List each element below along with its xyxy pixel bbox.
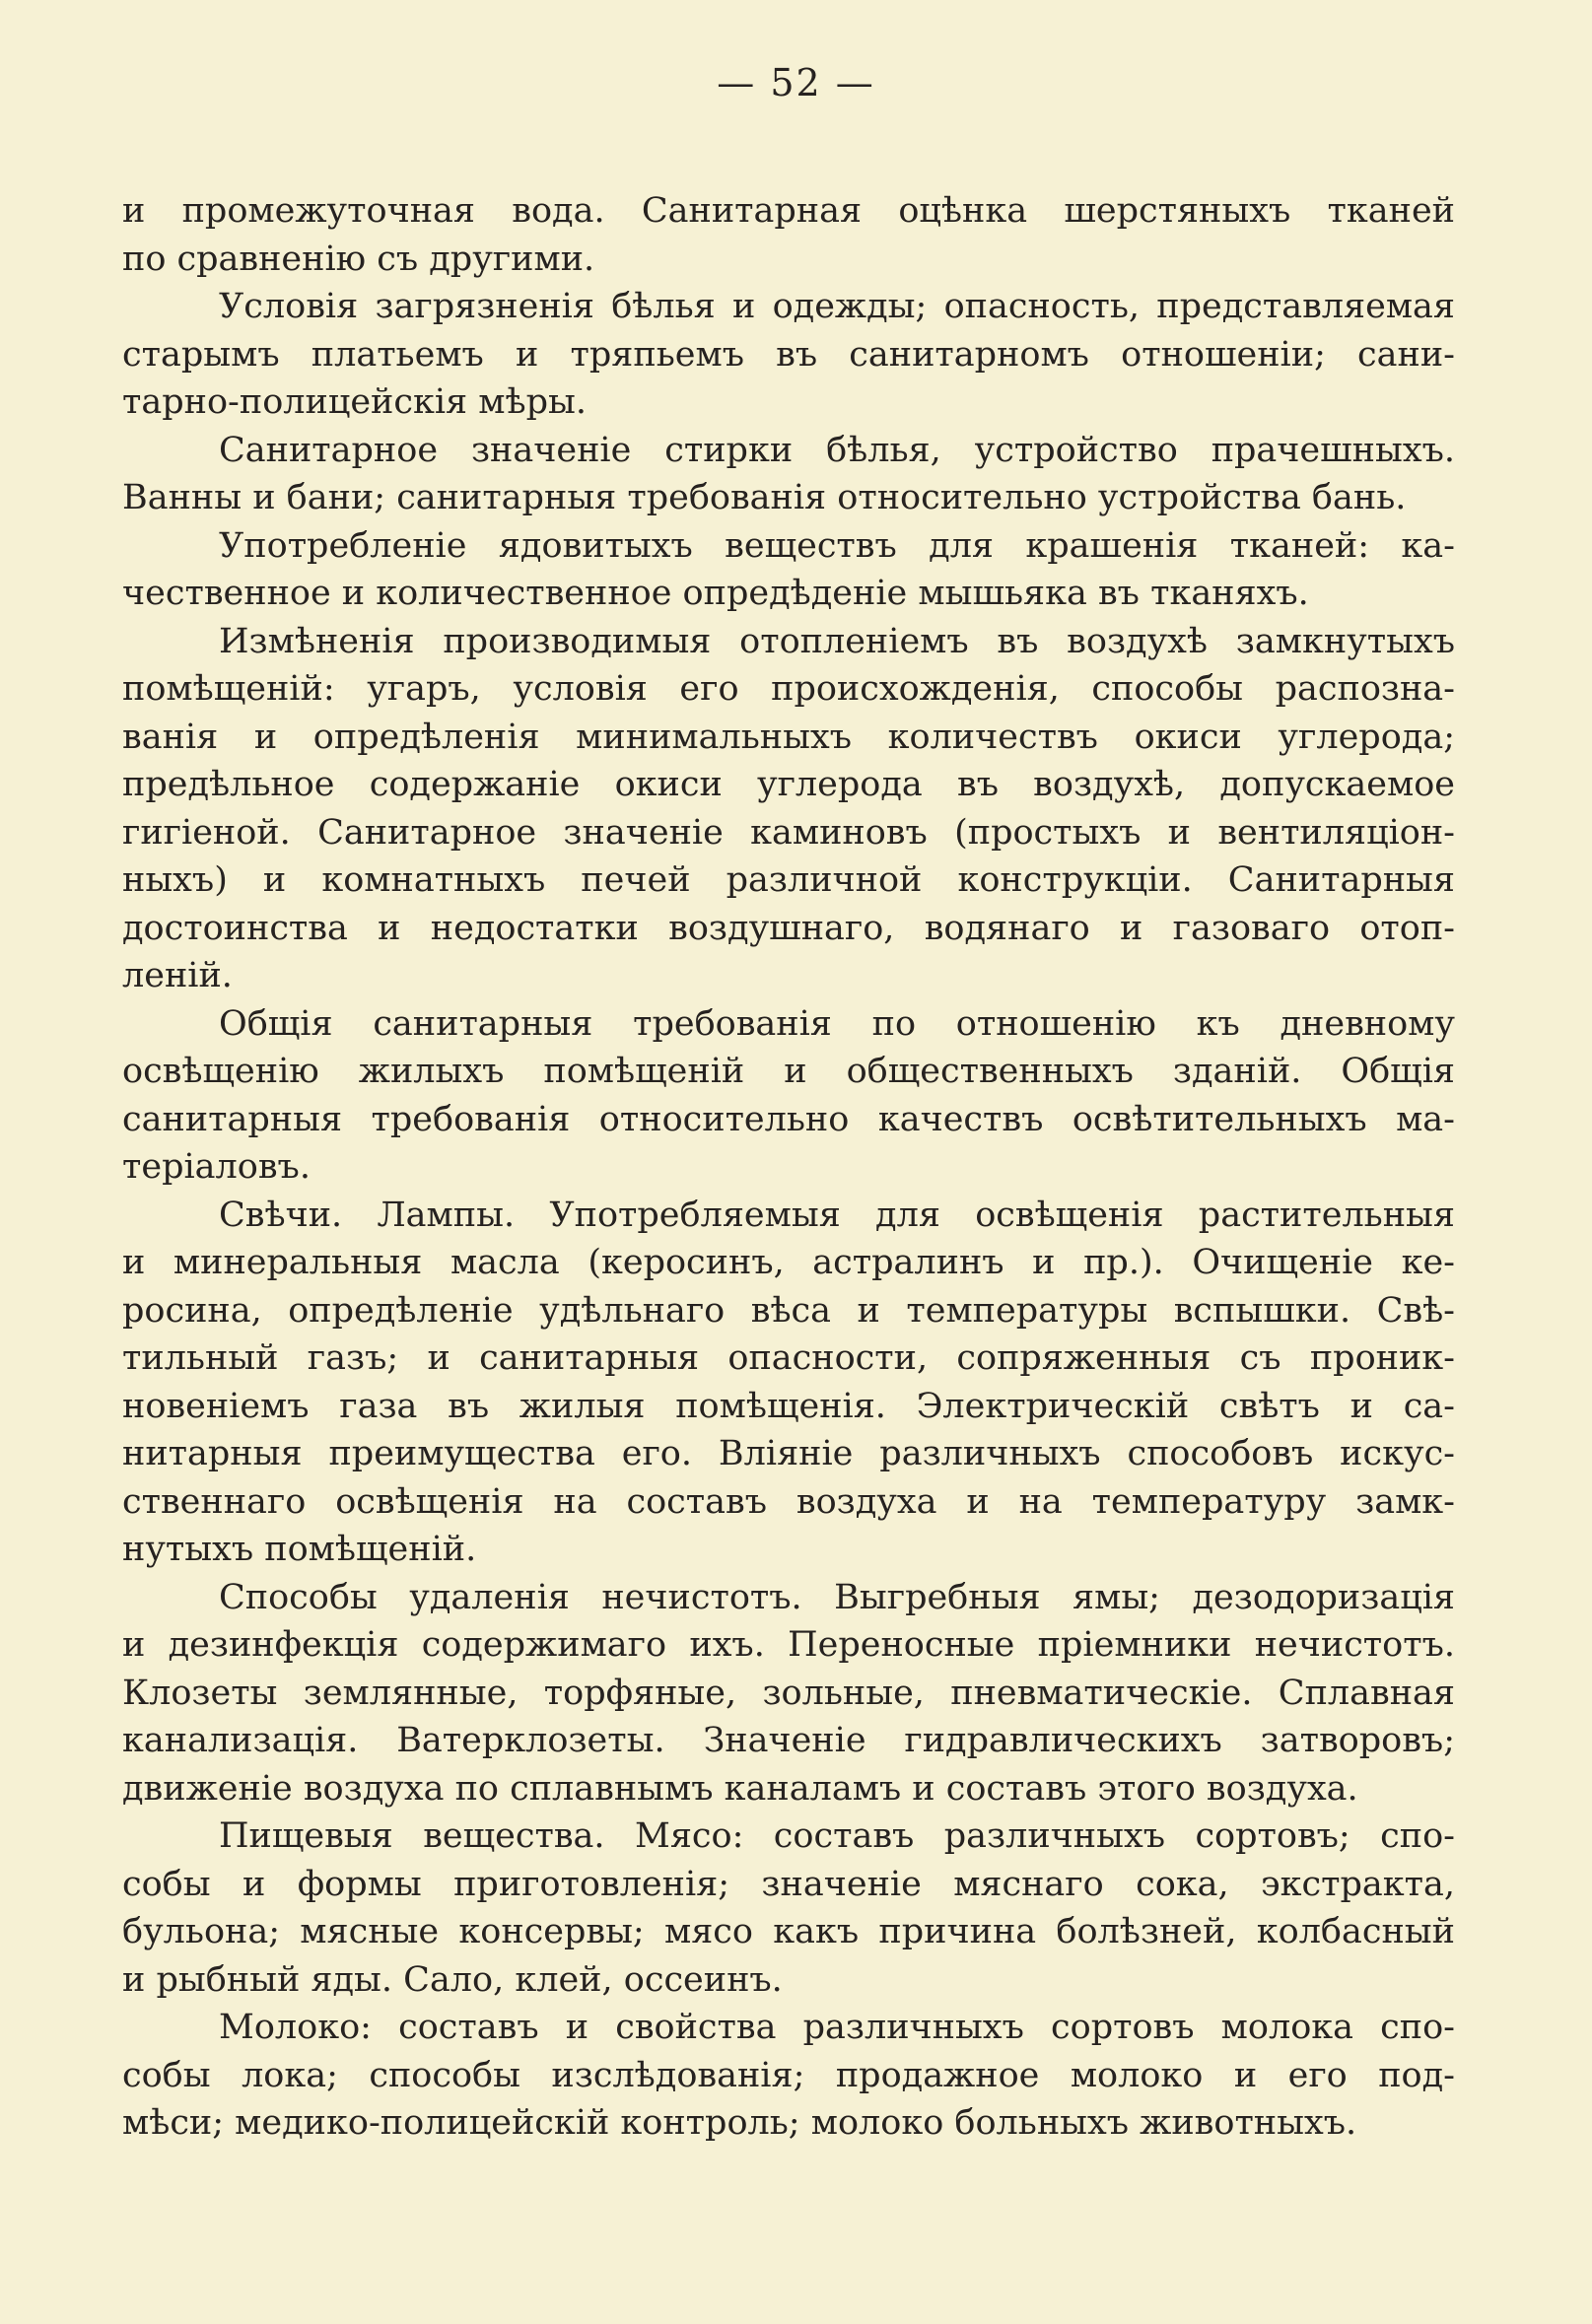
- text-line: Молоко: составъ и свойства различныхъ сортовъ молока спо-: [219, 2008, 1455, 2047]
- text-line: освѣщенію жилыхъ помѣщеній и общественныхъ зданій. Общія: [122, 1052, 1455, 1091]
- text-line: леній.: [122, 956, 233, 995]
- text-line: Свѣчи. Лампы. Употребляемыя для освѣщенія растительныя: [219, 1195, 1455, 1235]
- paragraph: [122, 1812, 1455, 2004]
- text-line: тильный газъ; и санитарныя опасности, сопряженныя съ проник-: [122, 1338, 1455, 1378]
- text-line: собы лока; способы изслѣдованія; продажное молоко и его под-: [122, 2055, 1455, 2095]
- text-line: ственнаго освѣщенія на составъ воздуха и на температуру замк-: [122, 1481, 1455, 1522]
- text-line: Способы удаленія нечистотъ. Выгребныя ямы; дезодоризація: [219, 1577, 1455, 1617]
- paragraph: [122, 1192, 1455, 1574]
- text-line: и рыбный яды. Сало, клей, оссеинъ.: [122, 1959, 783, 2000]
- text-line: по сравненію съ другими.: [122, 239, 595, 279]
- text-line: предѣльное содержаніе окиси углерода въ воздухѣ, допускаемое: [122, 765, 1455, 804]
- text-line: нутыхъ помѣщеній.: [122, 1530, 477, 1569]
- paragraph: [122, 427, 1455, 522]
- text-line: старымъ платьемъ и тряпьемъ въ санитарномъ отношеніи; сани-: [122, 334, 1455, 375]
- body-text: [122, 187, 1455, 2148]
- page-number: — 52 —: [717, 61, 875, 104]
- paragraph: [122, 1000, 1455, 1192]
- paragraph: [122, 283, 1455, 427]
- text-line: и минеральныя масла (керосинъ, астралинъ и пр.). Очищеніе ке-: [122, 1243, 1455, 1282]
- text-line: помѣщеній: угаръ, условія его происхожденія, способы распозна-: [122, 669, 1455, 709]
- text-line: Измѣненія производимыя отопленіемъ въ воздухѣ замкнутыхъ: [219, 621, 1455, 661]
- text-line: ныхъ) и комнатныхъ печей различной конструкціи. Санитарныя: [122, 860, 1455, 900]
- text-line: достоинства и недостатки воздушнаго, водянаго и газоваго отоп-: [122, 908, 1455, 948]
- text-line: Условія загрязненія бѣлья и одежды; опасность, представляемая: [219, 287, 1455, 326]
- text-line: теріаловъ.: [122, 1147, 311, 1187]
- text-line: Общія санитарныя требованія по отношенію къ дневному: [219, 1003, 1455, 1044]
- text-line: канализація. Ватерклозеты. Значеніе гидравлическихъ затворовъ;: [122, 1721, 1455, 1760]
- text-line: Употребленіе ядовитыхъ веществъ для крашенія тканей: ка-: [219, 525, 1455, 566]
- text-line: нитарныя преимущества его. Вліяніе различныхъ способовъ искус-: [122, 1434, 1455, 1473]
- text-line: мѣси; медико-полицейскій контроль; молоко больныхъ животныхъ.: [122, 2103, 1357, 2143]
- text-line: новеніемъ газа въ жилыя помѣщенія. Электрическій свѣтъ и са-: [122, 1386, 1455, 1426]
- text-line: бульона; мясные консервы; мясо какъ причина болѣзней, колбасный: [122, 1912, 1455, 1951]
- text-line: росина, опредѣленіе удѣльнаго вѣса и температуры вспышки. Свѣ-: [122, 1290, 1455, 1331]
- text-line: Ванны и бани; санитарныя требованія относительно устройства бань.: [122, 478, 1407, 517]
- text-line: Клозеты землянные, торфяные, зольные, пневматическіе. Сплавная: [122, 1673, 1455, 1713]
- paragraph: [122, 187, 1455, 283]
- text-line: собы и формы приготовленія; значеніе мяснаго сока, экстракта,: [122, 1864, 1455, 1904]
- text-line: тарно-полицейскія мѣры.: [122, 382, 587, 422]
- text-line: чественное и количественное опредѣденіе мышьяка въ тканяхъ.: [122, 574, 1309, 613]
- text-line: и промежуточная вода. Санитарная оцѣнка шерстяныхъ тканей: [122, 191, 1455, 231]
- text-line: гигіеной. Санитарное значеніе каминовъ (простыхъ и вентиляціон-: [122, 812, 1455, 853]
- paragraph: [122, 1574, 1455, 1813]
- text-line: Пищевыя вещества. Мясо: составъ различныхъ сортовъ; спо-: [219, 1816, 1455, 1856]
- paragraph: [122, 2004, 1455, 2148]
- text-line: Санитарное значеніе стирки бѣлья, устройство прачешныхъ.: [219, 430, 1455, 470]
- text-line: санитарныя требованія относительно качествъ освѣтительныхъ ма-: [122, 1099, 1455, 1139]
- text-line: ванія и опредѣленія минимальныхъ количествъ окиси углерода;: [122, 717, 1455, 757]
- paragraph: [122, 522, 1455, 618]
- text-line: и дезинфекція содержимаго ихъ. Переносные пріемники нечистотъ.: [122, 1625, 1455, 1665]
- paragraph: [122, 618, 1455, 1000]
- text-line: движеніе воздуха по сплавнымъ каналамъ и составъ этого воздуха.: [122, 1768, 1358, 1809]
